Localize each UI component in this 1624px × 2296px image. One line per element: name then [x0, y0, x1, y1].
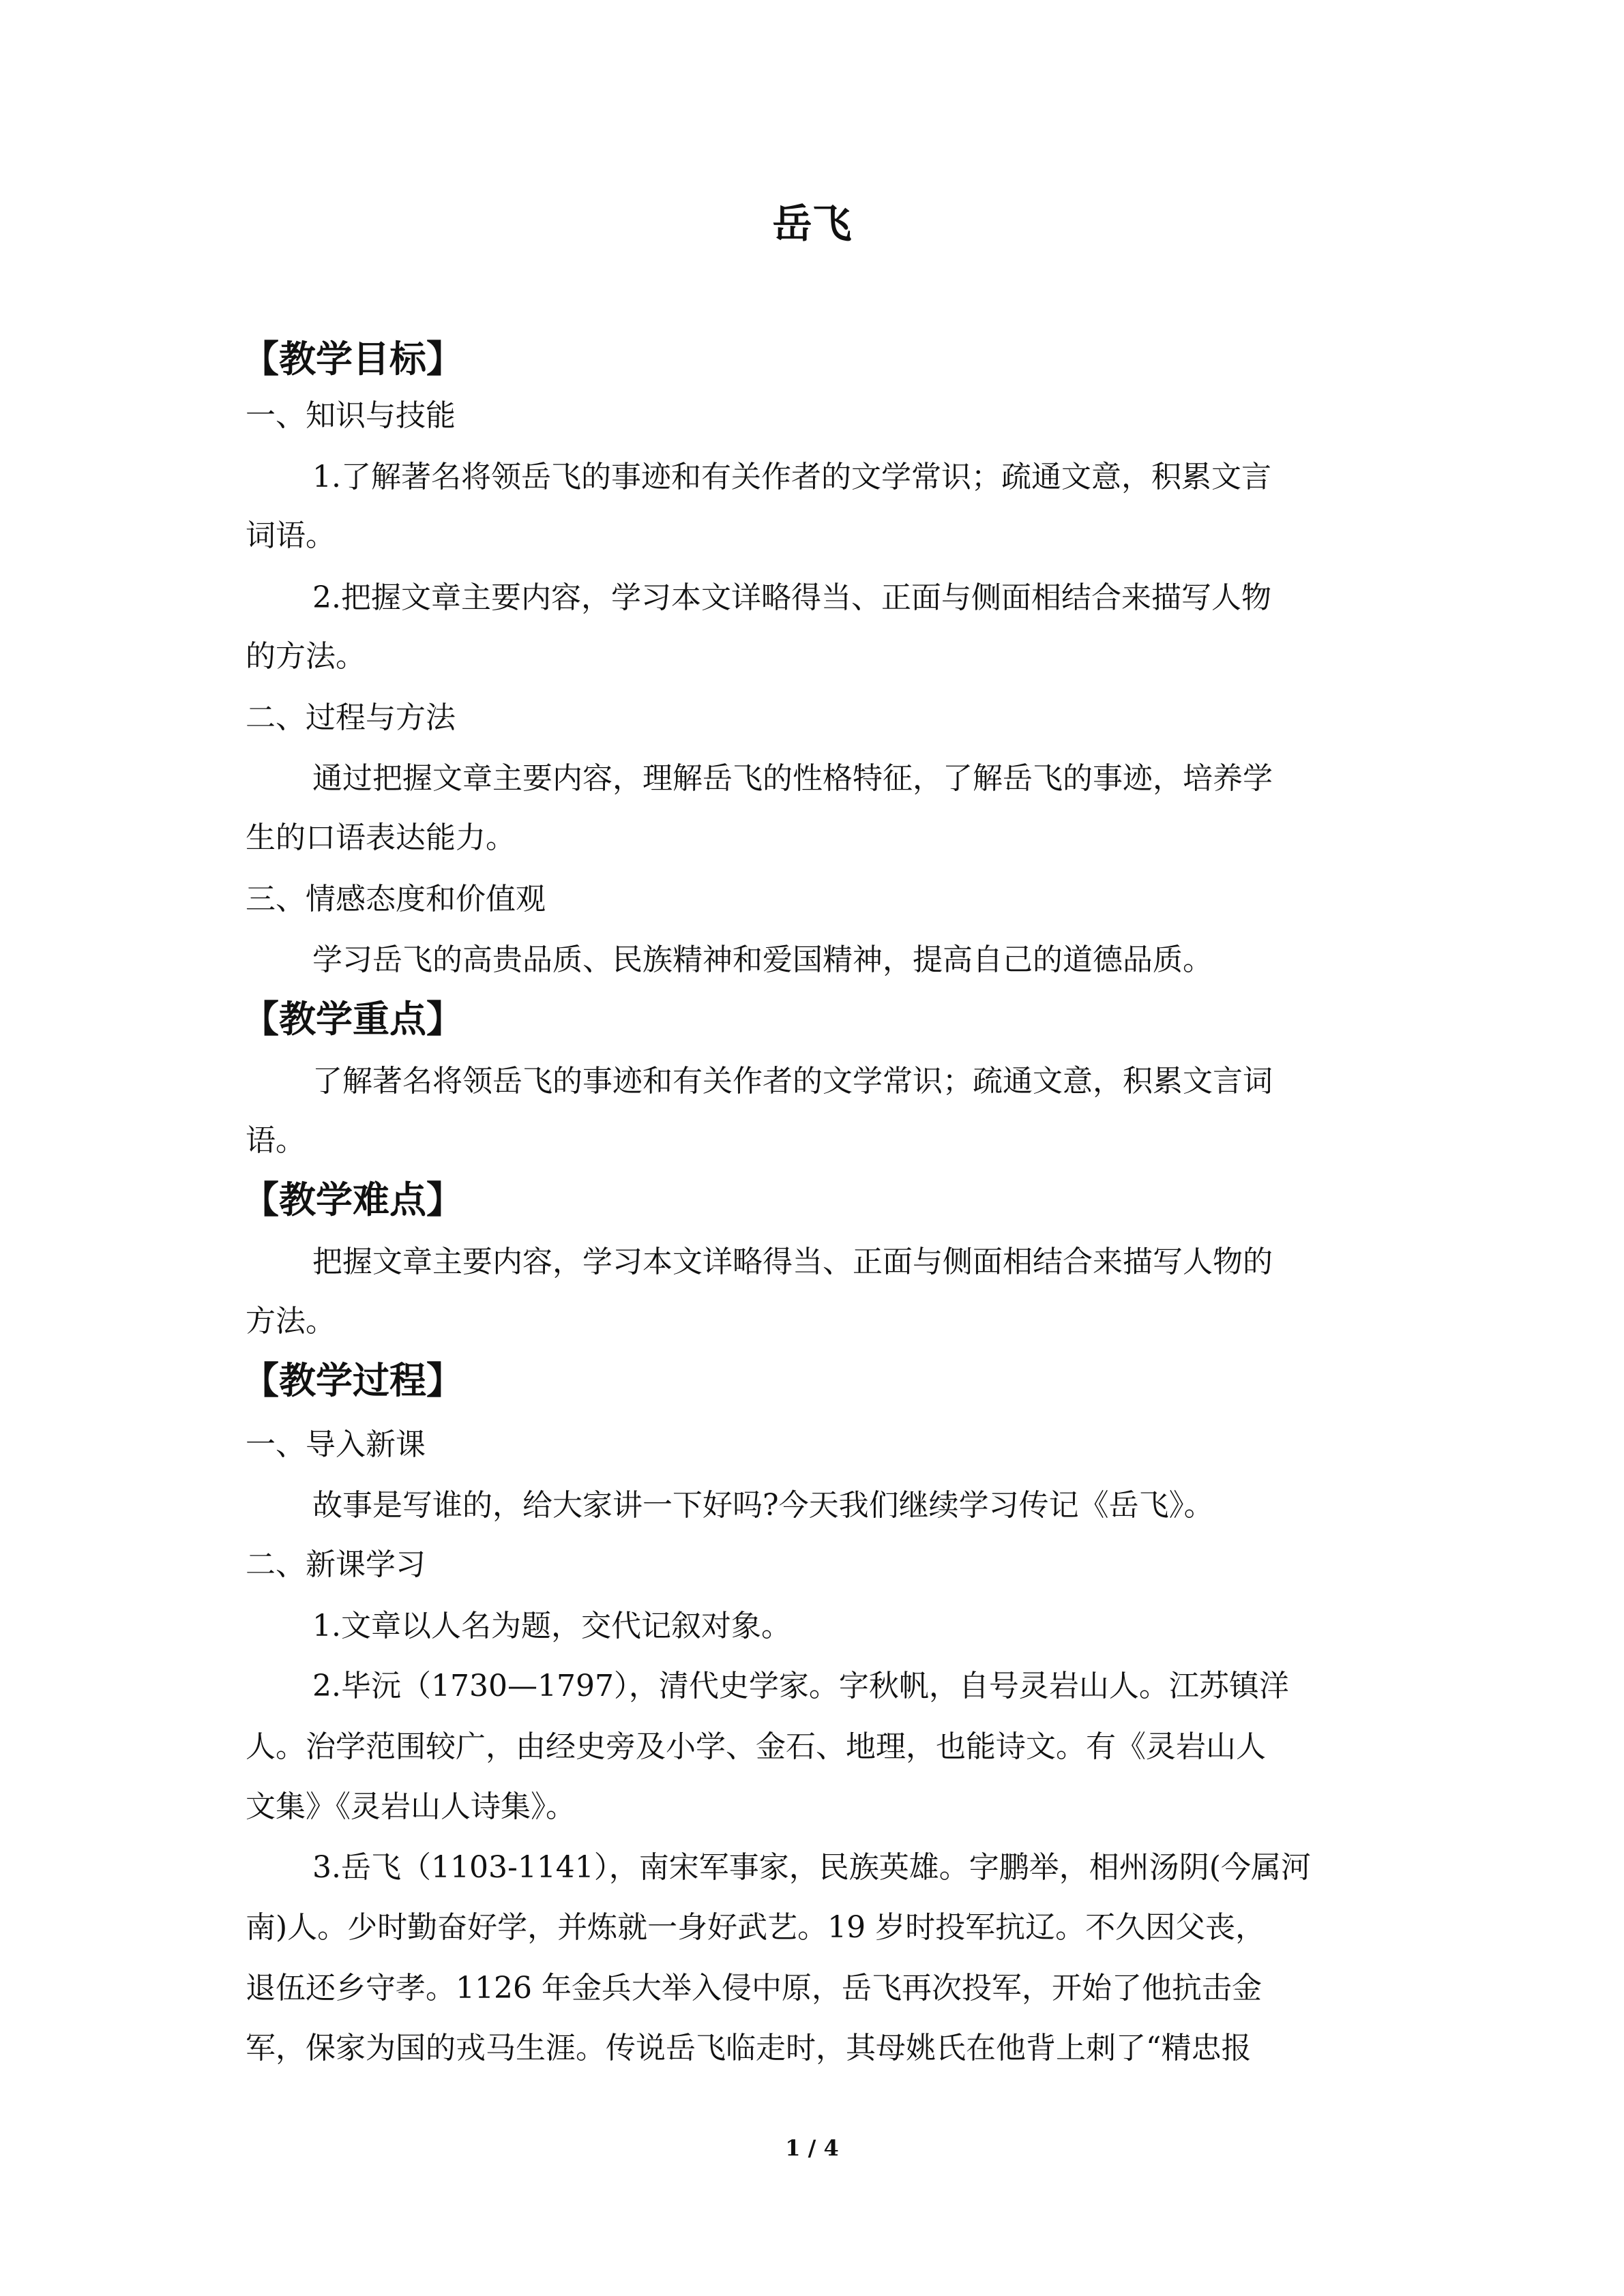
- section-heading-process: 【教学过程】: [242, 1359, 463, 1402]
- paragraph-line: 方法。: [246, 1304, 336, 1339]
- paragraph-line: 军，保家为国的戎马生涯。传说岳飞临走时，其母姚氏在他背上刺了“精忠报: [246, 2031, 1252, 2066]
- paragraph-line: 2.毕沅（1730—1797），清代史学家。字秋帆，自号灵岩山人。江苏镇洋: [312, 1669, 1289, 1703]
- paragraph-line: 学习岳飞的高贵品质、民族精神和爱国精神，提高自己的道德品质。: [312, 942, 1213, 977]
- subheading: 二、新课学习: [246, 1547, 426, 1582]
- section-heading-objectives: 【教学目标】: [242, 338, 463, 381]
- paragraph-line: 把握文章主要内容，学习本文详略得当、正面与侧面相结合来描写人物的: [312, 1244, 1273, 1279]
- paragraph-line: 人。治学范围较广，由经史旁及小学、金石、地理，也能诗文。有《灵岩山人: [246, 1729, 1266, 1764]
- page-title: 岳飞: [772, 200, 852, 247]
- paragraph-line: 退伍还乡守孝。1126 年金兵大举入侵中原，岳飞再次投军，开始了他抗击金: [246, 1971, 1262, 2006]
- paragraph-line: 1.了解著名将领岳飞的事迹和有关作者的文学常识；疏通文意，积累文言: [312, 460, 1271, 494]
- paragraph-line: 生的口语表达能力。: [246, 820, 516, 855]
- section-heading-key-points: 【教学重点】: [242, 998, 463, 1041]
- paragraph-line: 故事是写谁的，给大家讲一下好吗?今天我们继续学习传记《岳飞》。: [312, 1488, 1214, 1523]
- subheading: 二、过程与方法: [246, 700, 456, 735]
- paragraph-line: 2.把握文章主要内容，学习本文详略得当、正面与侧面相结合来描写人物: [312, 580, 1271, 615]
- section-heading-difficulties: 【教学难点】: [242, 1178, 463, 1221]
- paragraph-line: 1.文章以人名为题，交代记叙对象。: [312, 1609, 791, 1643]
- paragraph-line: 3.岳飞（1103-1141），南宋军事家，民族英雄。字鹏举，相州汤阴(今属河: [312, 1850, 1311, 1885]
- paragraph-line: 语。: [246, 1123, 306, 1158]
- subheading: 一、知识与技能: [246, 398, 456, 433]
- subheading: 三、情感态度和价值观: [246, 882, 546, 916]
- paragraph-line: 词语。: [246, 518, 336, 553]
- paragraph-line: 了解著名将领岳飞的事迹和有关作者的文学常识；疏通文意，积累文言词: [312, 1064, 1273, 1099]
- page-number: 1 / 4: [785, 2135, 839, 2161]
- subheading: 一、导入新课: [246, 1427, 426, 1462]
- paragraph-line: 的方法。: [246, 639, 366, 674]
- paragraph-line: 通过把握文章主要内容，理解岳飞的性格特征，了解岳飞的事迹，培养学: [312, 761, 1273, 796]
- paragraph-line: 文集》《灵岩山人诗集》。: [246, 1789, 576, 1824]
- paragraph-line: 南)人。少时勤奋好学，并炼就一身好武艺。19 岁时投军抗辽。不久因父丧，: [246, 1910, 1266, 1945]
